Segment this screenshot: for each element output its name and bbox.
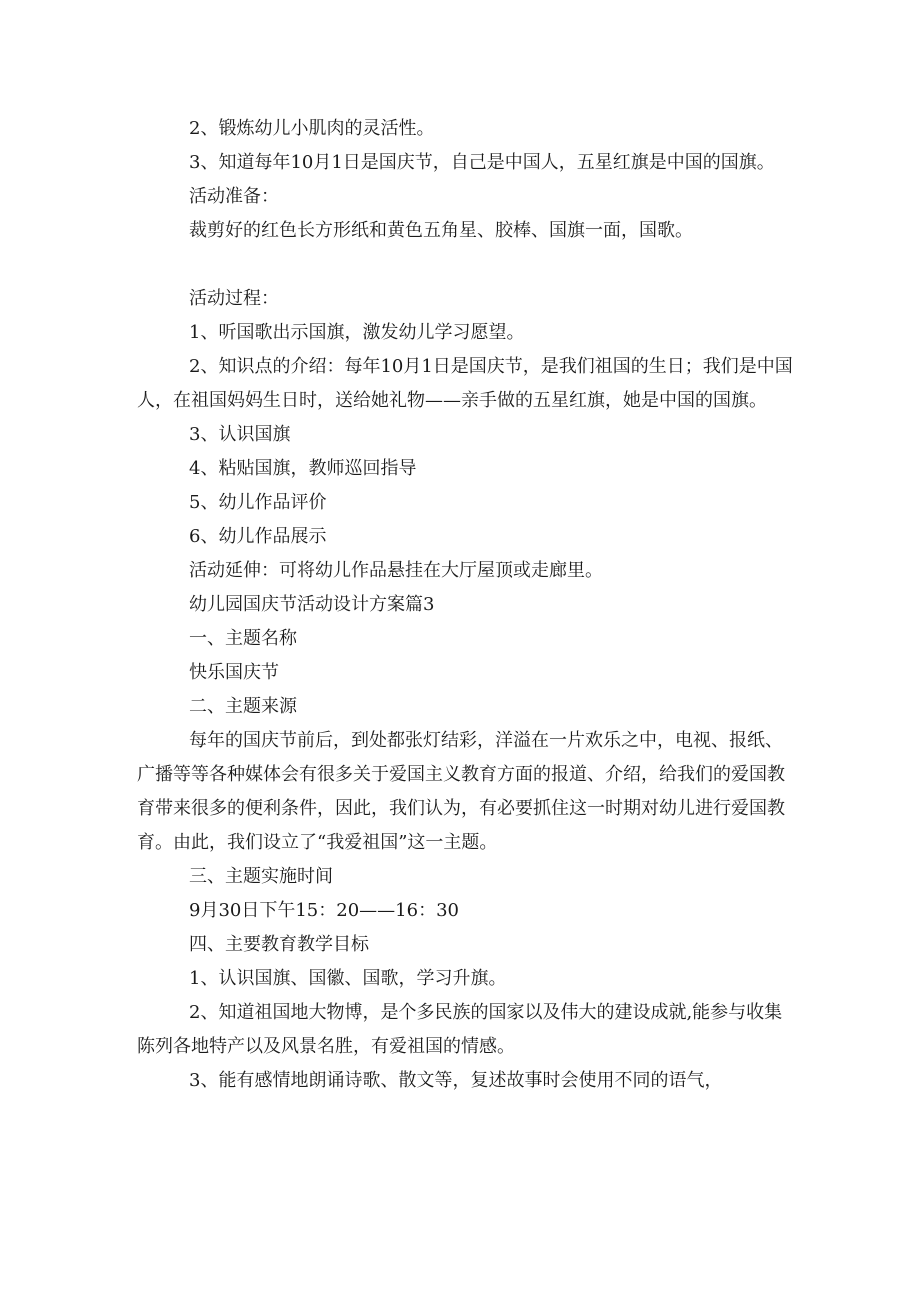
- blank-line: [137, 248, 797, 282]
- heading-implementation-time: 三、主题实施时间: [189, 866, 333, 887]
- paragraph-materials: 裁剪好的红色长方形纸和黄色五角星、胶棒、国旗一面，国歌。: [189, 220, 693, 241]
- heading-process: 活动过程：: [189, 288, 279, 309]
- heading-theme-name: 一、主题名称: [189, 628, 297, 649]
- paragraph-theme-source: 每年的国庆节前后，到处都张灯结彩，洋溢在一片欢乐之中，电视、报纸、广播等等各种媒体会有很多关于爱国主义教育方面的报道、介绍，给我们的爱国教育带来很多的便利条件，因此，我们认为，有必要抓住这一时期对幼儿进行爱国教育。由此，我们设立了“我爱祖国”这一主题。: [137, 730, 785, 853]
- paragraph-step-4: 4、粘贴国旗，教师巡回指导: [189, 458, 417, 479]
- paragraph-theme-name: 快乐国庆节: [189, 662, 279, 683]
- paragraph-teaching-goal-1: 1、认识国旗、国徽、国歌，学习升旗。: [189, 968, 507, 989]
- document-body: [137, 112, 797, 1098]
- paragraph-implementation-time: 9月30日下午15：20——16：30: [189, 900, 459, 921]
- paragraph-step-3: 3、认识国旗: [189, 424, 291, 445]
- paragraph-step-1: 1、听国歌出示国旗，激发幼儿学习愿望。: [189, 322, 525, 343]
- heading-theme-source: 二、主题来源: [189, 696, 297, 717]
- paragraph-goal-2: 2、锻炼幼儿小肌肉的灵活性。: [189, 118, 435, 139]
- paragraph-goal-3: 3、知道每年10月1日是国庆节，自己是中国人，五星红旗是中国的国旗。: [189, 152, 775, 173]
- paragraph-teaching-goal-3: 3、能有感情地朗诵诗歌、散文等，复述故事时会使用不同的语气，: [189, 1070, 723, 1091]
- paragraph-extension: 活动延伸：可将幼儿作品悬挂在大厅屋顶或走廊里。: [189, 560, 603, 581]
- heading-teaching-goals: 四、主要教育教学目标: [189, 934, 369, 955]
- section-title: 幼儿园国庆节活动设计方案篇3: [189, 594, 435, 615]
- paragraph-teaching-goal-2: 2、知道祖国地大物博，是个多民族的国家以及伟大的建设成就,能参与收集陈列各地特产以及风景名胜，有爱祖国的情感。: [137, 1002, 783, 1057]
- heading-preparation: 活动准备：: [189, 186, 279, 207]
- paragraph-step-2: 2、知识点的介绍：每年10月1日是国庆节，是我们祖国的生日；我们是中国人，在祖国妈妈生日时，送给她礼物——亲手做的五星红旗，她是中国的国旗。: [137, 356, 793, 411]
- paragraph-step-5: 5、幼儿作品评价: [189, 492, 327, 513]
- paragraph-step-6: 6、幼儿作品展示: [189, 526, 327, 547]
